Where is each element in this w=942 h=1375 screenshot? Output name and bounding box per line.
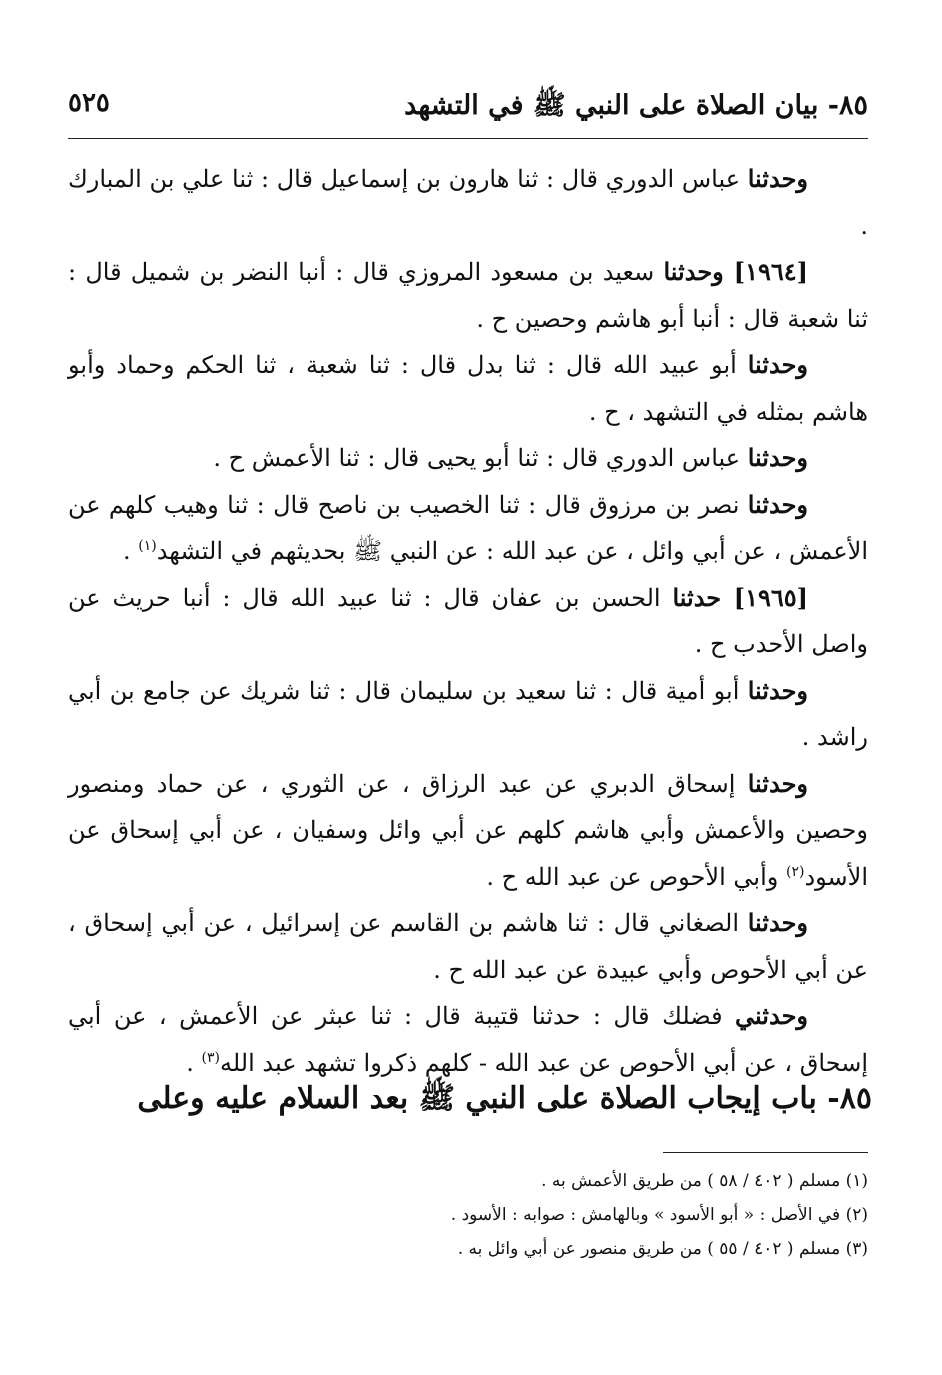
chapter-heading: ٨٥- باب إيجاب الصلاة على النبي ﷺ بعد السلام عليه وعلى xyxy=(137,1081,872,1116)
hadith-number: [١٩٦٤] xyxy=(733,257,808,286)
paragraph-lead: وحدثنا xyxy=(747,164,808,193)
paragraph xyxy=(68,156,868,249)
paragraph xyxy=(68,900,868,993)
running-header xyxy=(68,88,868,128)
paragraph-text: سعيد بن مسعود المروزي قال : أنبا النضر بن شميل قال : ثنا شعبة قال : أنبا أبو هاشم وحصين ح . xyxy=(68,258,868,333)
paragraph-tail: . xyxy=(122,537,139,565)
paragraph-text: فضلك قال : حدثنا قتيبة قال : ثنا عبثر عن الأعمش ، عن أبي إسحاق ، عن أبي الأحوص عن عبد الله - كلهم ذكروا تشهد عبد الله xyxy=(68,1002,868,1077)
footnote-divider xyxy=(663,1152,868,1153)
paragraph-lead: وحدثنا xyxy=(747,768,808,798)
footnote: (١) مسلم ( ٤٠٢ / ٥٨ ) من طريق الأعمش به . xyxy=(541,1171,868,1191)
paragraph-lead: وحدثنا xyxy=(747,489,808,519)
page-number: ٥٢٥ xyxy=(68,88,110,118)
footnote-marker[interactable]: (١) xyxy=(138,538,157,554)
paragraph-text: عباس الدوري قال : ثنا أبو يحيى قال : ثنا الأعمش ح . xyxy=(213,444,748,472)
paragraph-text: الصغاني قال : ثنا هاشم بن القاسم عن إسرائيل ، عن أبي إسحاق ، عن أبي الأحوص وأبي عبيدة عن عبد الله ح . xyxy=(68,909,868,984)
paragraph xyxy=(68,575,868,668)
paragraph-tail: . xyxy=(186,1048,202,1077)
paragraph-lead: وحدثنا xyxy=(747,443,808,472)
paragraph xyxy=(68,342,868,435)
paragraph-text: الحسن بن عفان قال : ثنا عبيد الله قال : أنبا حريث عن واصل الأحدب ح . xyxy=(68,583,868,658)
footnote: (٢) في الأصل : « أبو الأسود » وبالهامش : صوابه : الأسود . xyxy=(450,1205,868,1225)
paragraph-lead: وحدثني xyxy=(735,1001,808,1030)
paragraph-lead: وحدثنا xyxy=(747,908,808,937)
header-title: ٨٥- بيان الصلاة على النبي ﷺ في التشهد xyxy=(404,90,868,121)
footnote-marker[interactable]: (٣) xyxy=(201,1049,220,1066)
paragraph-lead: حدثنا xyxy=(672,582,734,612)
paragraph xyxy=(68,993,868,1086)
header-divider xyxy=(68,138,868,139)
paragraph-lead: وحدثنا xyxy=(663,257,734,286)
footnote: (٣) مسلم ( ٤٠٢ / ٥٥ ) من طريق منصور عن أبي وائل به . xyxy=(457,1239,868,1259)
paragraph-tail: وأبي الأحوص عن عبد الله ح . xyxy=(486,862,786,891)
paragraph xyxy=(68,482,868,575)
paragraph-text: أبو عبيد الله قال : ثنا بدل قال : ثنا شعبة ، ثنا الحكم وحماد وأبو هاشم بمثله في التشهد ، ح . xyxy=(68,351,868,426)
footnotes xyxy=(68,1164,868,1266)
hadith-number: [١٩٦٥] xyxy=(733,582,808,612)
paragraph xyxy=(68,435,868,482)
paragraph xyxy=(68,668,868,761)
paragraph xyxy=(68,761,868,901)
footnote-marker[interactable]: (٢) xyxy=(785,863,805,880)
main-text xyxy=(68,156,868,1086)
paragraph-text: إسحاق الدبري عن عبد الرزاق ، عن الثوري ، عن حماد ومنصور وحصين والأعمش وأبي هاشم كلهم عن أبي وائل وسفيان ، عن أبي إسحاق عن الأسود xyxy=(68,769,868,891)
paragraph-text: أبو أمية قال : ثنا سعيد بن سليمان قال : ثنا شريك عن جامع بن أبي راشد . xyxy=(68,676,868,751)
paragraph xyxy=(68,249,868,342)
paragraph-lead: وحدثنا xyxy=(747,350,808,379)
paragraph-text: نصر بن مرزوق قال : ثنا الخصيب بن ناصح قال : ثنا وهيب كلهم عن الأعمش ، عن أبي وائل ، عن عبد الله : عن النبي ﷺ بحديثهم في التشهد xyxy=(68,490,868,565)
paragraph-text: عباس الدوري قال : ثنا هارون بن إسماعيل قال : ثنا علي بن المبارك . xyxy=(68,165,868,240)
paragraph-lead: وحدثنا xyxy=(747,675,808,705)
